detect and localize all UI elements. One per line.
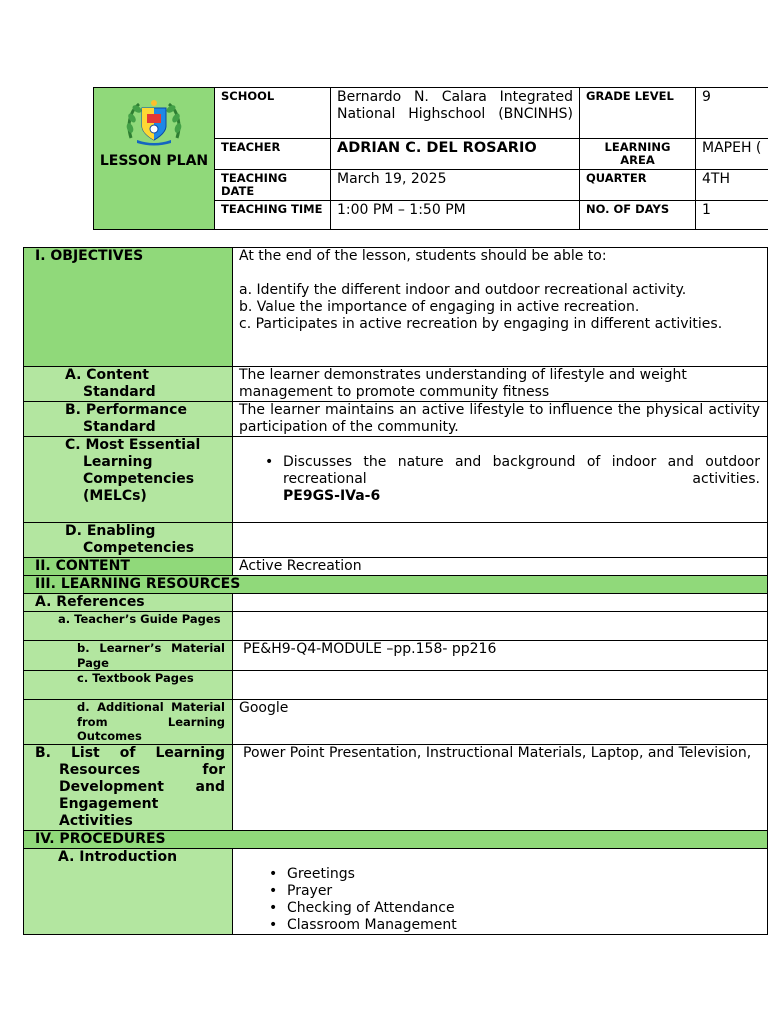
procedures-row xyxy=(24,830,768,848)
resource-list-row xyxy=(24,744,768,830)
lesson-plan-title: LESSON PLAN xyxy=(99,153,209,169)
teachers-guide-row xyxy=(24,612,768,641)
additional-material-row xyxy=(24,700,768,745)
teachers-guide-label: a. Teacher’s Guide Pages xyxy=(24,612,233,641)
content-label: II. CONTENT xyxy=(24,558,233,576)
introduction-list xyxy=(265,866,760,934)
resource-list-label: B. List of Learning Resources for Development and Engagement Activities xyxy=(24,744,233,830)
performance-standard-value: The learner maintains an active lifestyle to influence the physical activity participation of the community. xyxy=(233,402,768,437)
textbook-row xyxy=(24,671,768,700)
quarter-label: QUARTER xyxy=(580,170,696,201)
grade-level-label: GRADE LEVEL xyxy=(580,88,696,139)
additional-material-label: d. Additional Material from Learning Outcomes xyxy=(24,700,233,745)
additional-material-value: Google xyxy=(233,700,768,745)
procedures-heading: IV. PROCEDURES xyxy=(24,830,768,848)
content-standard-row xyxy=(24,367,768,402)
enabling-label: D. Enabling Competencies xyxy=(24,523,233,558)
melcs-list xyxy=(261,454,760,505)
objectives-label: I. OBJECTIVES xyxy=(24,248,233,367)
learning-area-label: LEARNING AREA xyxy=(580,139,696,170)
learning-area-value: MAPEH ( xyxy=(696,139,768,170)
resource-list-value: Power Point Presentation, Instructional Materials, Laptop, and Television, xyxy=(233,744,768,830)
grade-level-value: 9 xyxy=(696,88,768,139)
teacher-value: ADRIAN C. DEL ROSARIO xyxy=(331,139,580,170)
list-item: • Greetings xyxy=(265,866,760,883)
list-item: • Classroom Management xyxy=(265,917,760,934)
textbook-label: c. Textbook Pages xyxy=(24,671,233,700)
lesson-plan-header-table xyxy=(93,87,768,230)
learning-resources-row xyxy=(24,576,768,594)
school-seal-icon xyxy=(125,98,183,146)
performance-standard-row xyxy=(24,402,768,437)
content-standard-label: A. Content Standard xyxy=(24,367,233,402)
list-item: • Prayer xyxy=(265,883,760,900)
melcs-row xyxy=(24,437,768,523)
content-row xyxy=(24,558,768,576)
textbook-value xyxy=(233,671,768,700)
teaching-time-label: TEACHING TIME xyxy=(215,201,331,230)
objective-item: c. Participates in active recreation by engaging in different activities. xyxy=(239,316,723,332)
objective-item: a. Identify the different indoor and outdoor recreational activity. xyxy=(239,282,687,298)
introduction-row xyxy=(24,848,768,934)
objectives-cell xyxy=(233,248,768,367)
learners-material-row xyxy=(24,641,768,671)
school-value: Bernardo N. Calara Integrated National Highschool (BNCINHS) xyxy=(331,88,580,139)
teaching-date-label: TEACHING DATE xyxy=(215,170,331,201)
learning-resources-heading: III. LEARNING RESOURCES xyxy=(24,576,768,594)
references-label: A. References xyxy=(24,594,233,612)
content-standard-value: The learner demonstrates understanding of lifestyle and weight management to promote community fitness xyxy=(233,367,768,402)
melcs-cell xyxy=(233,437,768,523)
performance-standard-label: B. Performance Standard xyxy=(24,402,233,437)
teachers-guide-value xyxy=(233,612,768,641)
list-item: • Discusses the nature and background of indoor and outdoor recreational activities. PE9GS-IVa-6 xyxy=(261,454,760,505)
melcs-label: C. Most Essential Learning Competencies (MELCs) xyxy=(24,437,233,523)
introduction-label: A. Introduction xyxy=(24,848,233,934)
teacher-label: TEACHER xyxy=(215,139,331,170)
learners-material-value: PE&H9-Q4-MODULE –pp.158- pp216 xyxy=(233,641,768,671)
objective-item: b. Value the importance of engaging in active recreation. xyxy=(239,299,640,315)
melcs-code: PE9GS-IVa-6 xyxy=(283,488,381,504)
quarter-value: 4TH xyxy=(696,170,768,201)
content-value: Active Recreation xyxy=(233,558,768,576)
introduction-cell xyxy=(233,848,768,934)
enabling-value xyxy=(233,523,768,558)
lesson-plan-body-table xyxy=(23,247,768,935)
enabling-row xyxy=(24,523,768,558)
references-row xyxy=(24,594,768,612)
days-value: 1 xyxy=(696,201,768,230)
teaching-date-value: March 19, 2025 xyxy=(331,170,580,201)
objectives-intro: At the end of the lesson, students should be able to: xyxy=(239,248,607,264)
teaching-time-value: 1:00 PM – 1:50 PM xyxy=(331,201,580,230)
logo-cell xyxy=(94,88,215,230)
learners-material-label: b. Learner’s Material Page xyxy=(24,641,233,671)
school-label: SCHOOL xyxy=(215,88,331,139)
objectives-row xyxy=(24,248,768,367)
days-label: NO. OF DAYS xyxy=(580,201,696,230)
list-item: • Checking of Attendance xyxy=(265,900,760,917)
